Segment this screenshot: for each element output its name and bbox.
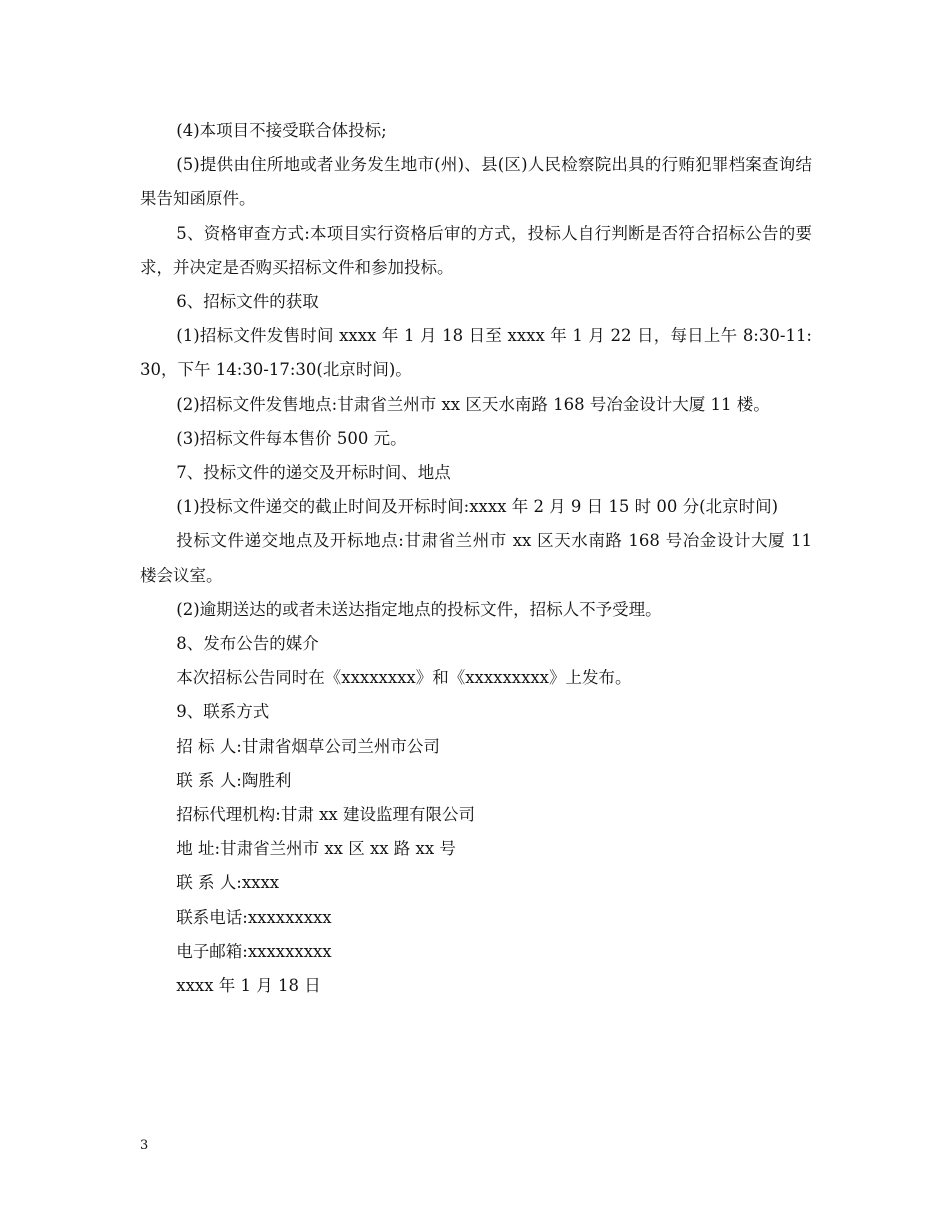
heading-submission: 7、投标文件的递交及开标时间、地点 <box>176 463 451 483</box>
contact-agency: 招标代理机构:甘肃 xx 建设监理有限公司 <box>176 805 475 825</box>
page-number: 3 <box>140 1138 149 1153</box>
contact-person-1: 联 系 人:陶胜利 <box>176 770 292 790</box>
paragraph-qualification-review: 5、资格审查方式:本项目实行资格后审的方式，投标人自行判断是否符合招标公告的要求，并决定是否购买招标文件和参加投标。 <box>140 223 812 277</box>
paragraph-late-submission: (2)逾期送达的或者未送达指定地点的投标文件，招标人不予受理。 <box>176 599 662 619</box>
contact-person-2: 联 系 人:xxxx <box>176 873 280 893</box>
document-body <box>140 114 812 1003</box>
contact-email: 电子邮箱:xxxxxxxxx <box>176 941 332 961</box>
paragraph-deadline: (1)投标文件递交的截止时间及开标时间:xxxx 年 2 月 9 日 15 时 00 分(北京时间) <box>176 497 779 517</box>
heading-media: 8、发布公告的媒介 <box>176 634 319 654</box>
heading-contact: 9、联系方式 <box>176 702 270 722</box>
paragraph-price: (3)招标文件每本售价 500 元。 <box>176 428 407 448</box>
heading-obtain-documents: 6、招标文件的获取 <box>176 292 319 312</box>
contact-address: 地 址:甘肃省兰州市 xx 区 xx 路 xx 号 <box>176 839 456 859</box>
paragraph-sale-time: (1)招标文件发售时间 xxxx 年 1 月 18 日至 xxxx 年 1 月 22 日，每日上午 8:30-11:30，下午 14:30-17:30(北京时间)。 <box>140 326 812 380</box>
paragraph-bribery-record: (5)提供由住所地或者业务发生地市(州)、县(区)人民检察院出具的行贿犯罪档案查询结果告知函原件。 <box>140 155 812 209</box>
paragraph-submission-location: 投标文件递交地点及开标地点:甘肃省兰州市 xx 区天水南路 168 号冶金设计大厦 11 楼会议室。 <box>140 531 812 585</box>
contact-tenderer: 招 标 人:甘肃省烟草公司兰州市公司 <box>176 736 440 756</box>
contact-phone: 联系电话:xxxxxxxxx <box>176 907 332 927</box>
document-date: xxxx 年 1 月 18 日 <box>176 976 321 996</box>
paragraph-media: 本次招标公告同时在《xxxxxxxx》和《xxxxxxxxx》上发布。 <box>176 668 632 688</box>
paragraph-no-consortium: (4)本项目不接受联合体投标; <box>176 121 387 140</box>
paragraph-sale-location: (2)招标文件发售地点:甘肃省兰州市 xx 区天水南路 168 号冶金设计大厦 11 楼。 <box>176 394 770 414</box>
